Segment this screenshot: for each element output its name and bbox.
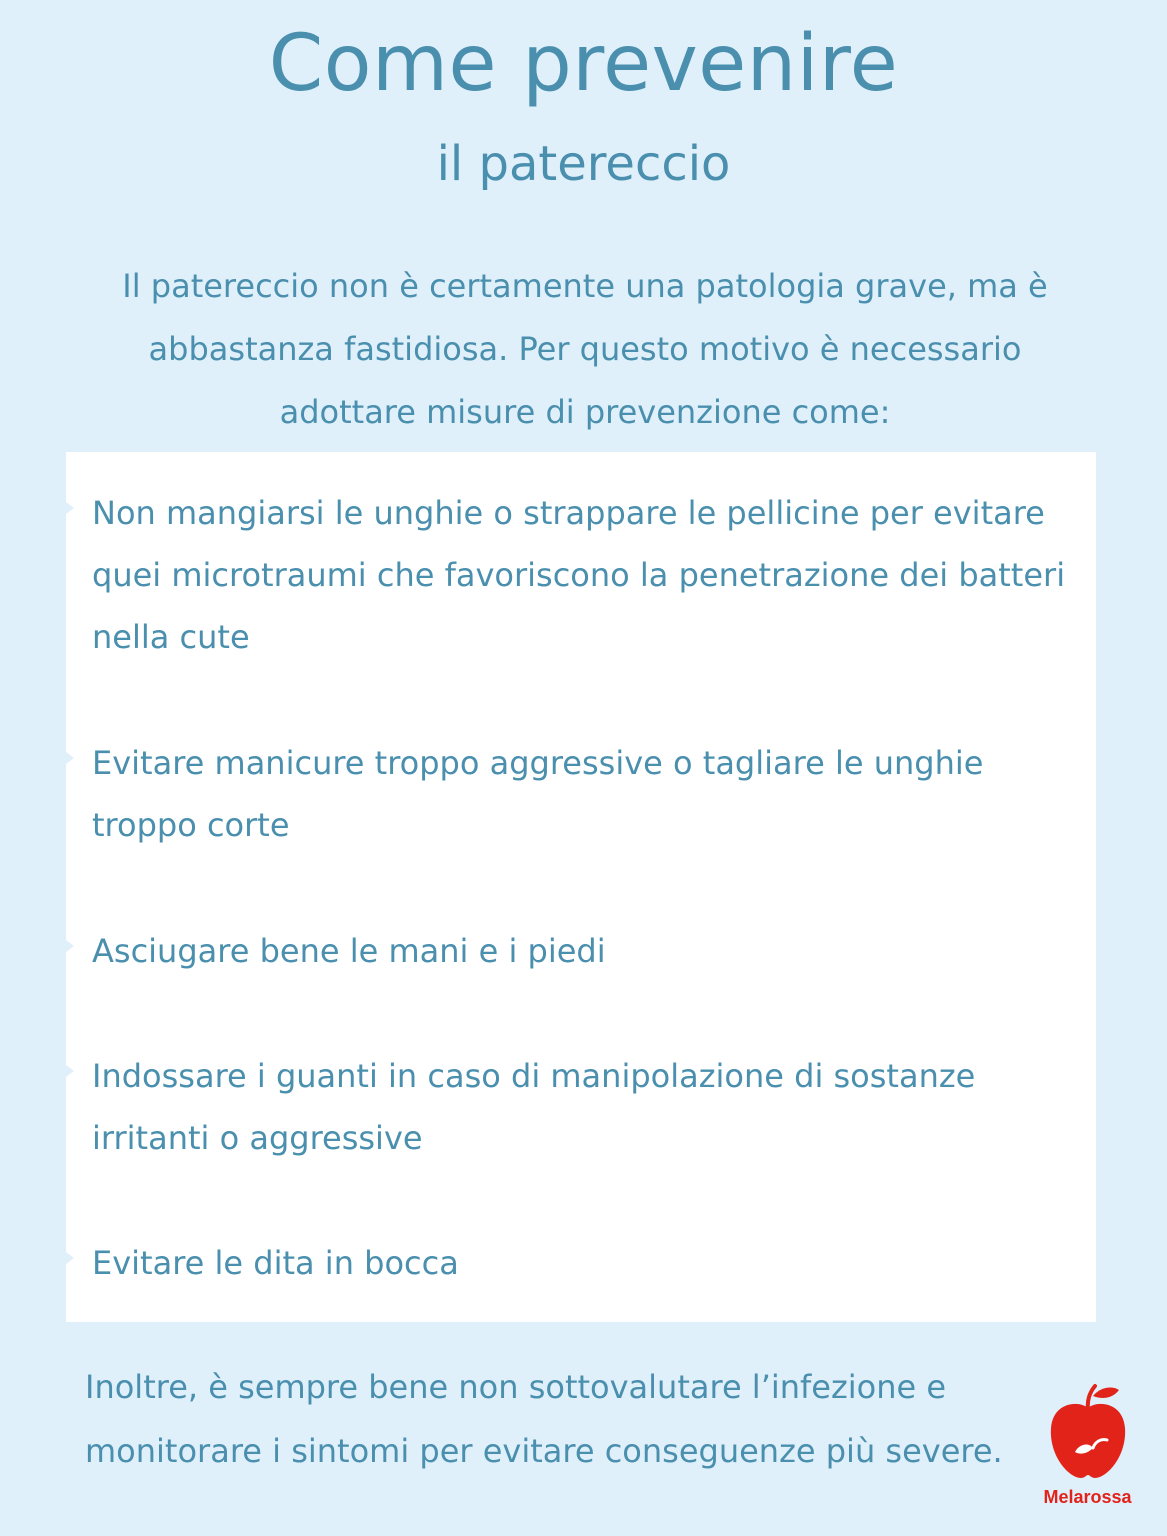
apple-icon [1035, 1382, 1140, 1486]
tip-text: Non mangiarsi le unghie o strappare le pellicine per evitare quei microtraumi che favoriscono la penetrazione dei batteri nella cute [92, 494, 1066, 656]
tips-card [66, 452, 1096, 1322]
tip-text: Asciugare bene le mani e i piedi [92, 932, 606, 970]
outro-text: Inoltre, è sempre bene non sottovalutare l’infezione e monitorare i sintomi per evitare conseguenze più severe. [85, 1368, 1003, 1470]
tip-text: Indossare i guanti in caso di manipolazione di sostanze irritanti o aggressive [92, 1057, 976, 1157]
arrow-marker-icon [66, 752, 74, 764]
brand-name: Melarossa [1043, 1487, 1132, 1507]
page-title: Come prevenire [268, 19, 899, 109]
arrow-marker-icon [66, 1252, 74, 1264]
tip-text: Evitare le dita in bocca [92, 1244, 459, 1282]
arrow-marker-icon [66, 502, 74, 514]
page-subtitle: il patereccio [436, 136, 731, 192]
arrow-marker-icon [66, 1065, 74, 1077]
arrow-marker-icon [66, 940, 74, 952]
tip-text: Evitare manicure troppo aggressive o tagliare le unghie troppo corte [92, 744, 984, 844]
brand-logo [1035, 1382, 1140, 1522]
intro-text: Il patereccio non è certamente una patologia grave, ma è abbastanza fastidiosa. Per questo motivo è necessario adottare misure di prevenzione come: [122, 267, 1048, 431]
